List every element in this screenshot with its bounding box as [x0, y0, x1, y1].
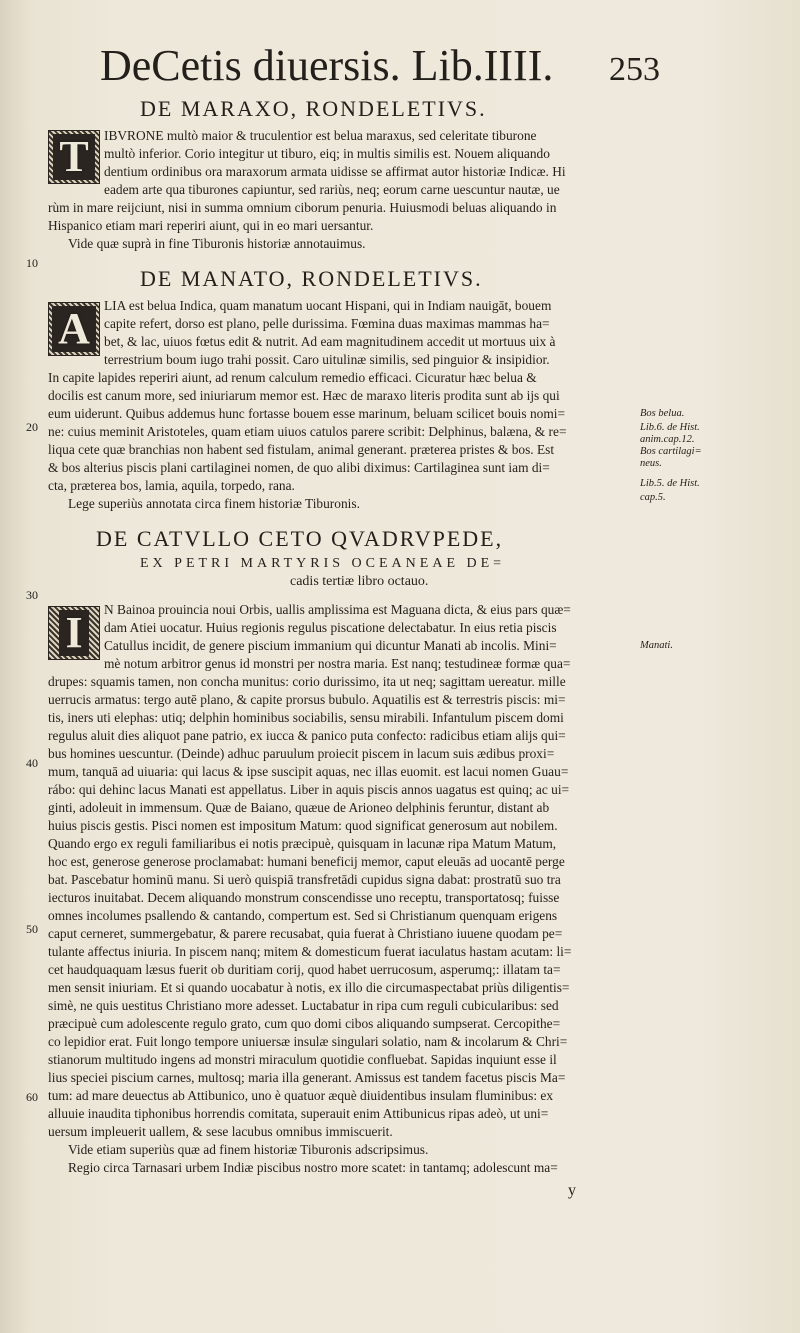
- margin-note: neus.: [640, 458, 662, 469]
- text-line: bus homines uescuntur. (Deinde) adhuc paruulum proiecit piscem in lacum suis ædibus proxi=: [48, 746, 555, 761]
- text-line: uerrucis armatus: tergo autē plano, & capite prorsus bubulo. Aquatilis est & terrestris piscis: mi=: [48, 692, 566, 707]
- text-line: caput cerneret, summergebatur, & parere recusabat, quia fuerat à Christiano iuuene quodam pe=: [48, 926, 563, 941]
- section-heading: DE MANATO, RONDELETIVS.: [140, 266, 483, 291]
- margin-note: anim.cap.12.: [640, 434, 695, 445]
- text-line: Quando ergo ex reguli familiaribus ei notis præcipuè, quisquam in lacunæ ripa Matum Matum,: [48, 836, 557, 851]
- text-line: bat. Pascebatur hominū manu. Si uerò quispiā transfretādi cupidus signa dabat: prostratū suo tra: [48, 872, 561, 887]
- margin-note: cap.5.: [640, 492, 666, 503]
- text-line: cta, præterea bos, lamia, aquila, torpedo, rana.: [48, 478, 295, 493]
- text-line: men sensit iniuriam. Et si quando uocabatur à notis, ex illo die circumaspectabat priùs diligentis=: [48, 980, 570, 995]
- decorated-initial: I: [48, 606, 100, 660]
- margin-note: Manati.: [640, 640, 673, 651]
- text-line: regulus aluit dies aliquot pane patrio, ex iucca & panico puta confecto: radicibus etiam alijs qui=: [48, 728, 566, 743]
- text-line: dam Atiei uocatur. Huius regionis regulus piscatione delectabatur. In eius retia piscis: [104, 620, 557, 635]
- text-line: stianorum multitudo ingens ad monstri miraculum quotidie confluebat. Sapidas inquiunt esse il: [48, 1052, 557, 1067]
- text-line: tulante affectus iniuria. In piscem nanq; mitem & domesticum fuerat iaculatus hastam acutam: li=: [48, 944, 572, 959]
- text-line: tis, iners uti elephas: utiq; delphin hominibus sociabilis, sensu mirabili. Infantulum piscem domi: [48, 710, 564, 725]
- text-line: lius speciei piscium carnes, multosq; maria illa generant. Amissus est tandem facetus piscis Ma=: [48, 1070, 566, 1085]
- text-line: mum, tanquā ad uiuaria: qui lacus & ipse suscipit aquas, nec illas euomit. est lacui nomen Guau=: [48, 764, 569, 779]
- text-line: hoc est, generose generose proclamabat: humani beneficij memor, caput eleuās ad uocantē perge: [48, 854, 565, 869]
- text-line: N Bainoa prouincia noui Orbis, uallis amplissima est Maguana dicta, & eius pars quæ=: [104, 602, 571, 617]
- text-line: multò inferior. Corio integitur ut tiburo, eiq; in multis similis est. Nouem aliquando: [104, 146, 550, 161]
- line-number: 50: [26, 922, 38, 936]
- page-number: 253: [609, 51, 660, 88]
- text-line: LIA est belua Indica, quam manatum uocant Hispani, qui in Indiam nauigāt, bouem: [104, 298, 552, 313]
- text-line: dentium ordinibus ora maraxorum armata uidisse se affirmat autor historiæ Indicæ. Hi: [104, 164, 566, 179]
- text-line: cet haudquaquam læsus fuerit ob duritiam corij, quod habet uerrucosum, asperumq;: illatam ta=: [48, 962, 561, 977]
- text-line: alluuie inaudita tiphonibus horrendis comitata, superauit enim Attibunicus ripas adeò, ut uni=: [48, 1106, 549, 1121]
- text-line: eum uiderunt. Quibus addemus hunc fortasse bouem esse marinum, beluam scilicet bouis nomi=: [48, 406, 566, 421]
- line-number: 40: [26, 756, 38, 770]
- section-subheading-continued: cadis tertiæ libro octauo.: [290, 574, 429, 589]
- margin-note: Lib.6. de Hist.: [640, 422, 700, 433]
- text-line: iecturos inuitabat. Decem aliquando monstrum conscendisse uno receptu, transportatosq; fuisse: [48, 890, 560, 905]
- margin-note: Bos belua.: [640, 408, 685, 419]
- text-line: eadem arte qua tiburones capiuntur, sed rariùs, neq; eorum carne uescuntur nautæ, ue: [104, 182, 560, 197]
- text-line: Vide etiam superiùs quæ ad finem historiæ Tiburonis adscripsimus.: [68, 1142, 429, 1157]
- text-line: bet, & lac, uiuos fœtus edit & nutrit. Ad eam magnitudinem accedit ut mortuus uix à: [104, 334, 556, 349]
- margin-note: Lib.5. de Hist.: [640, 478, 700, 489]
- section-heading: DE MARAXO, RONDELETIVS.: [140, 96, 487, 121]
- text-line: co lepidior erat. Fuit longo tempore uniuersæ insulæ singulari solatio, nam & incolarum & Chri=: [48, 1034, 568, 1049]
- margin-note: Bos cartilagi=: [640, 446, 702, 457]
- text-line: ne: cuius meminit Aristoteles, quam etiam uiuos catulos parere scribit: Delphinus, balæna, & re=: [48, 424, 567, 439]
- text-line: Lege superiùs annotata circa finem historiæ Tiburonis.: [68, 496, 360, 511]
- section-subheading: EX PETRI MARTYRIS OCEANEAE DE=: [140, 556, 506, 571]
- text-line: ginti, adoleuit in immensum. Quæ de Baiano, quæue de Arioneo delphinis feruntur, distant ab: [48, 800, 550, 815]
- text-line: simè, ne quis uestitus Christiano more adesset. Luctabatur in ripa cum reguli cubicularibus: sed: [48, 998, 559, 1013]
- line-number: 60: [26, 1090, 38, 1104]
- text-line: rùm in mare reijciunt, nisi in summa omnium ciborum penuria. Huiusmodi beluas aliquando in: [48, 200, 557, 215]
- text-line: rábo: qui dehinc lacus Manati est appellatus. Liber in aquis piscis annos uagatus est quinq; ac ui=: [48, 782, 570, 797]
- line-number: 10: [26, 256, 38, 270]
- text-line: uersum impleuerit uallem, & sese lacubus omnibus immiscuerit.: [48, 1124, 393, 1139]
- text-line: capite refert, dorso est plano, pelle durissima. Fœmina duas maximas mammas ha=: [104, 316, 550, 331]
- line-number: 30: [26, 588, 38, 602]
- running-head: DeCetis diuersis. Lib.IIII.: [100, 41, 554, 90]
- text-line: & bos alterius piscis plani cartilaginei nomen, de quo alibi diximus: Cartilaginea sunt iam di=: [48, 460, 550, 475]
- section-heading: DE CATVLLO CETO QVADRVPEDE,: [96, 526, 504, 551]
- text-line: Hispanico etiam mari reperiri aiunt, qui in eo mari uersantur.: [48, 218, 374, 233]
- decorated-initial: T: [48, 130, 100, 184]
- catchword: y: [568, 1182, 576, 1199]
- text-line: Regio circa Tarnasari urbem Indiæ piscibus nostro more scatet: in tantamq; adolescunt ma=: [68, 1160, 558, 1175]
- text-line: huius piscis gestis. Pisci nomen est impositum Matum: quod significat generosum aut nobilem.: [48, 818, 558, 833]
- text-line: docilis est canum more, sed iniuriarum memor est. Hæc de maraxo literis prodita sunt ab ijs qui: [48, 388, 560, 403]
- text-line: Catullus incidit, de genere piscium immanium qui dicuntur Manati ab incolis. Mini=: [104, 638, 557, 653]
- text-line: In capite lapides reperiri aiunt, ad renum calculum remedio efficaci. Cicuratur hæc belua &: [48, 370, 537, 385]
- text-line: drupes: squamis tamen, non concha munitus: corio durissimo, ita ut neq; sagittam uereatur. mille: [48, 674, 566, 689]
- text-line: tum: ad mare deuectus ab Attibunico, uno è quatuor æquè diuidentibus insulam fluminibus: ex: [48, 1088, 554, 1103]
- text-line: præcipuè cum adolescente regulo grato, cum quo domi cibos aliquando sumpserat. Cercopithe=: [48, 1016, 561, 1031]
- text-line: omnes incolumes psallendo & cantando, compertum est. Sed si Christianum quenquam erigens: [48, 908, 558, 923]
- decorated-initial: A: [48, 302, 100, 356]
- text-line: terrestrium boum iugo trahi possit. Caro uitulinæ similis, sed pinguior & insipidior.: [104, 352, 550, 367]
- text-line: liqua cete quæ branchias non habent sed fistulam, animal generant. præterea pristes & bos. Est: [48, 442, 555, 457]
- text-line: IBVRONE multò maior & truculentior est belua maraxus, sed celeritate tiburone: [104, 128, 537, 143]
- text-line: mè notum arbitror genus id monstri per nostra maria. Est nanq; testudineæ formæ qua=: [104, 656, 571, 671]
- text-line: Vide quæ suprà in fine Tiburonis historiæ annotauimus.: [68, 236, 366, 251]
- running-header: [100, 40, 660, 91]
- line-number: 20: [26, 420, 38, 434]
